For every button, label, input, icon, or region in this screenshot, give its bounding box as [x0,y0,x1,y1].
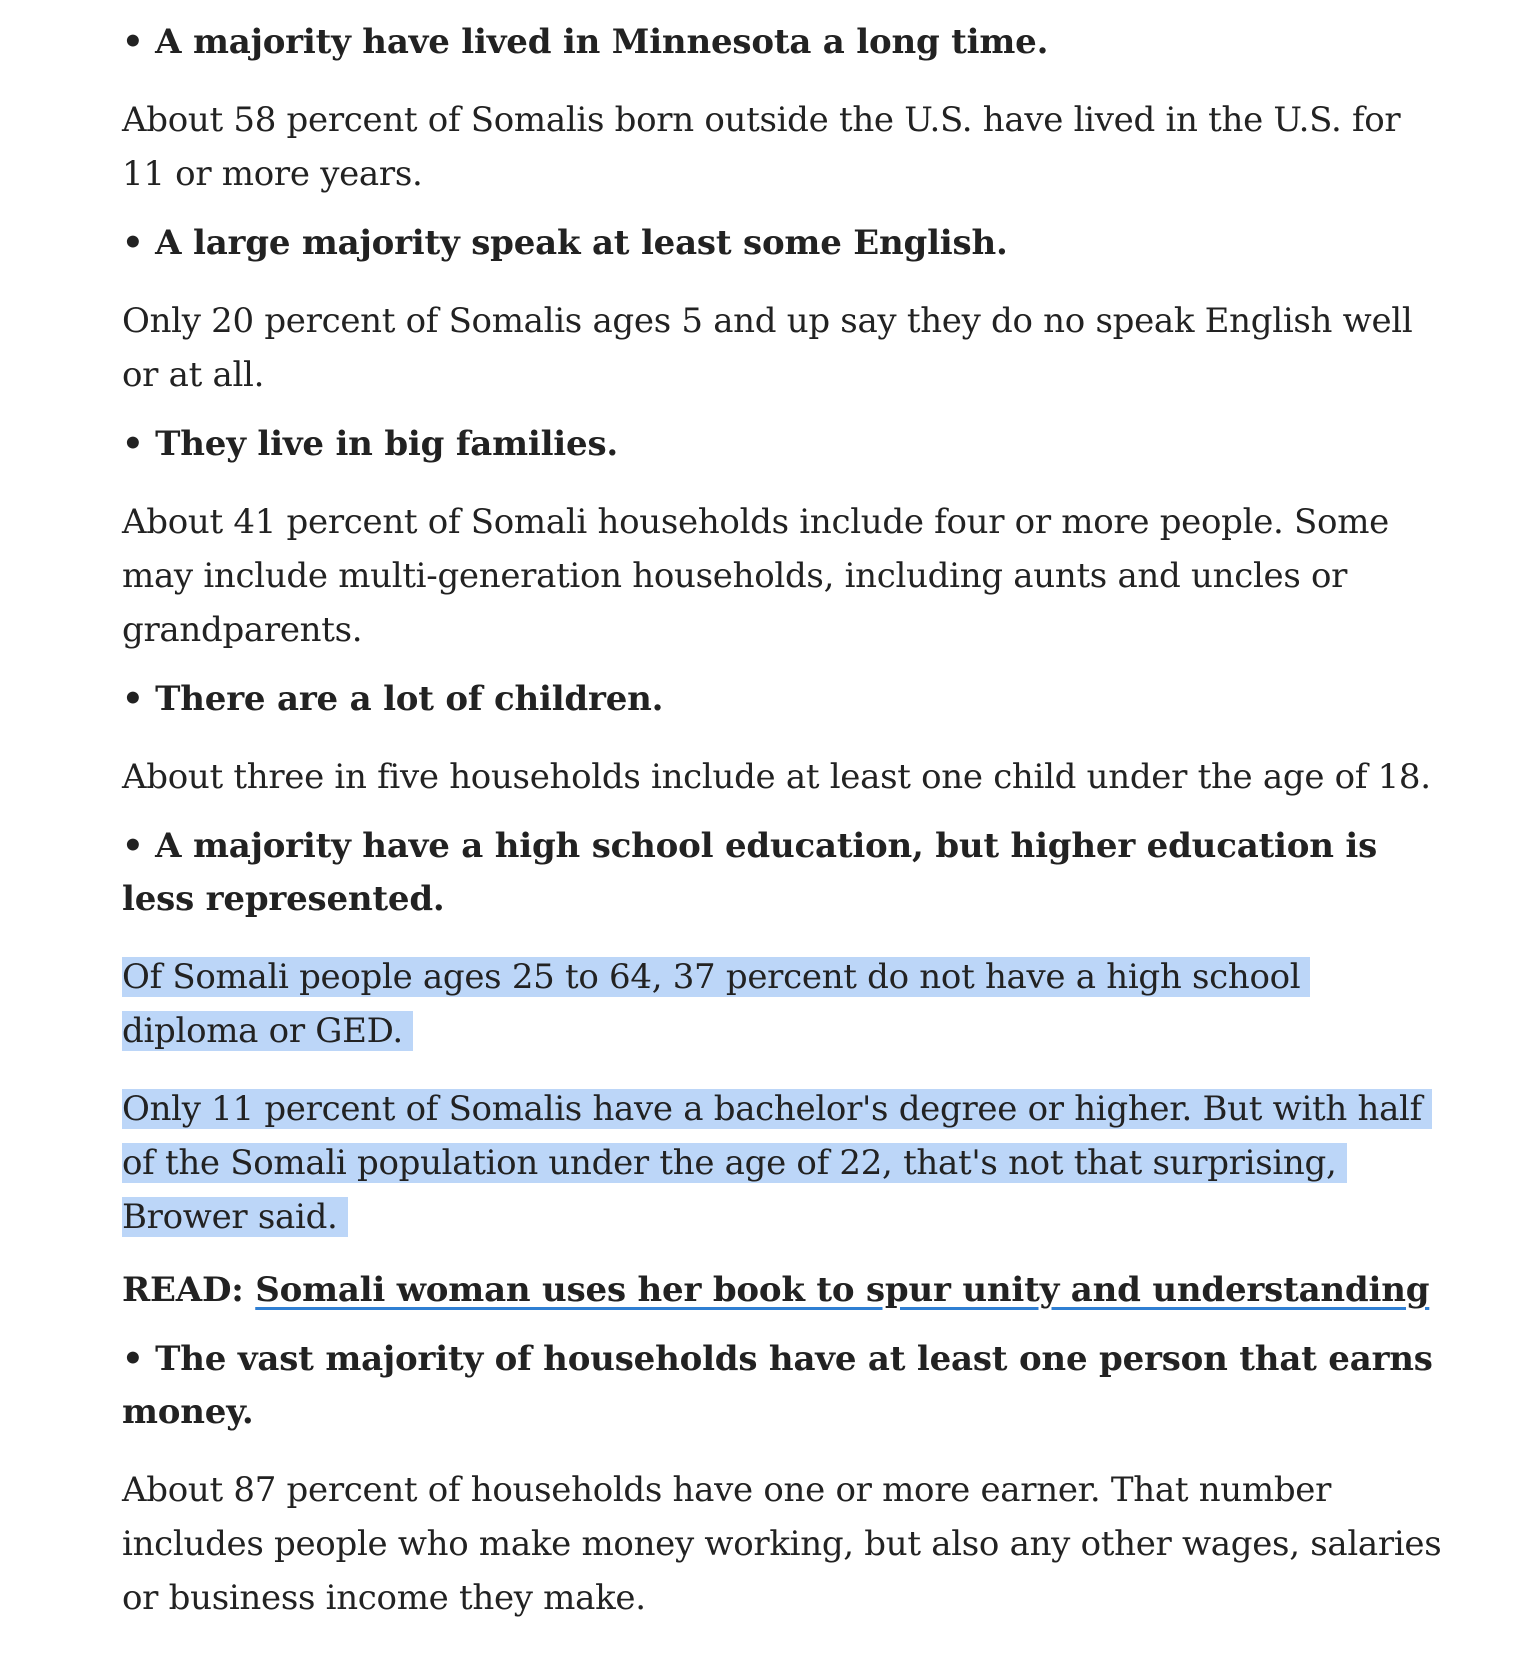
read-more-prefix: READ: [122,1270,256,1310]
section-paragraph-english: Only 20 percent of Somalis ages 5 and up say they do no speak English well or at all. [122,301,1413,395]
section-heading-minnesota: • A majority have lived in Minnesota a long time. [122,22,1049,62]
selected-text-degree[interactable]: Only 11 percent of Somalis have a bachelor's degree or higher. But with half of the Somali population under the age of 22, that's not that surprising, Brower said. [122,1089,1432,1237]
section-heading-children: • There are a lot of children. [122,679,664,719]
section-paragraph-minnesota: About 58 percent of Somalis born outside the U.S. have lived in the U.S. for 11 or more years. [122,100,1401,194]
section-paragraph-education-degree[interactable] [122,1082,1442,1244]
selected-text-diploma[interactable]: Of Somali people ages 25 to 64, 37 percent do not have a high school diploma or GED. [122,957,1310,1051]
section-heading-earners: • The vast majority of households have at least one person that earns money. [122,1339,1433,1432]
read-more-link[interactable]: Somali woman uses her book to spur unity and understanding [255,1270,1430,1310]
section-heading-families: • They live in big families. [122,424,619,464]
section-heading-education: • A majority have a high school education, but higher education is less represented. [122,826,1378,919]
section-heading-english: • A large majority speak at least some English. [122,223,1008,263]
section-paragraph-children: About three in five households include at least one child under the age of 18. [122,757,1431,797]
section-paragraph-families: About 41 percent of Somali households include four or more people. Some may include multi-generation households, including aunts and uncles or grandparents. [122,502,1389,650]
section-paragraph-earners: About 87 percent of households have one or more earner. That number includes people who make money working, but also any other wages, salaries or business income they make. [122,1470,1442,1618]
section-paragraph-education-diploma[interactable] [122,950,1442,1058]
read-more-line [122,1264,1442,1317]
article-body [122,0,1442,1625]
